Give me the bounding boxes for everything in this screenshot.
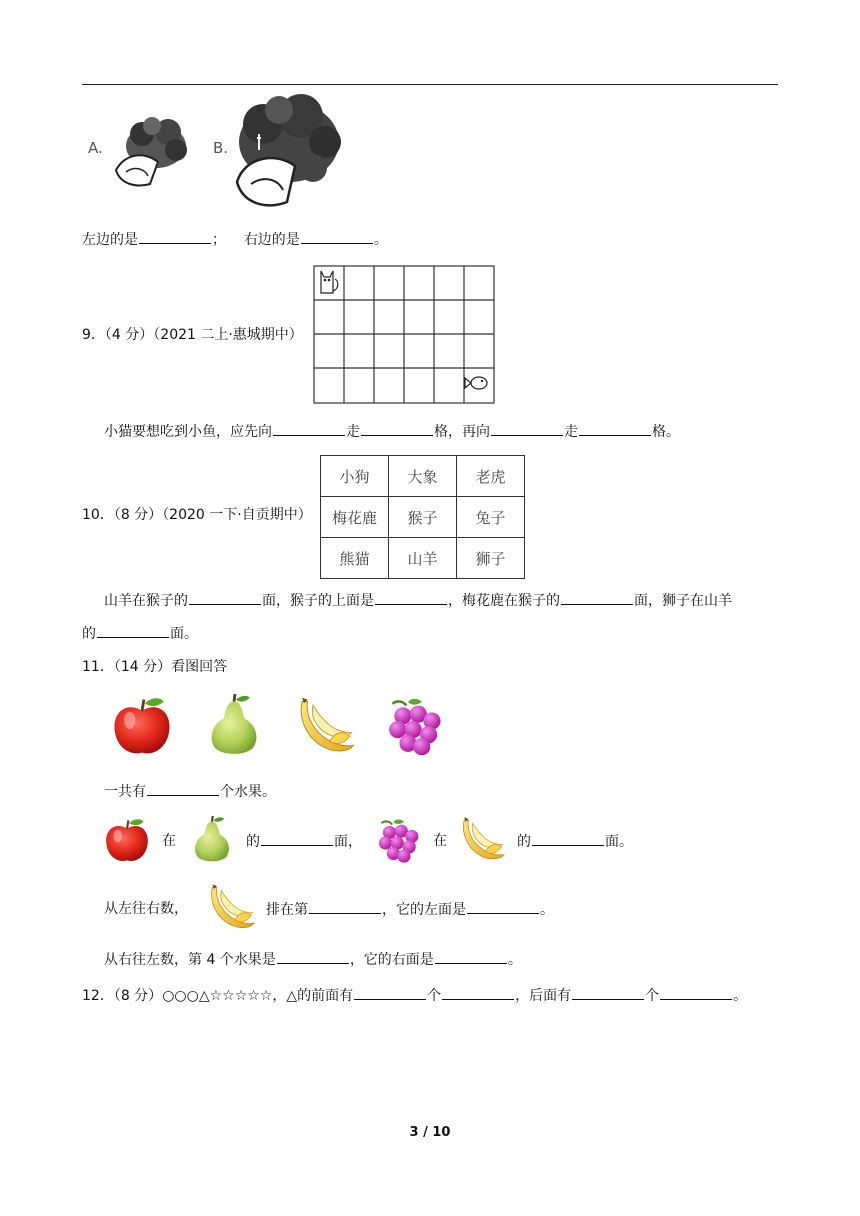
- banana-icon: [205, 883, 257, 935]
- table-cell: 大象: [389, 456, 457, 497]
- q10-text-4: 面，狮子在山羊: [634, 593, 732, 609]
- q9-answer-line: [104, 421, 680, 442]
- q11-heading: [82, 657, 227, 677]
- q9-blank-3[interactable]: [491, 421, 563, 436]
- q11-mian-1: 面，: [334, 834, 362, 850]
- q10-blank-3[interactable]: [561, 590, 633, 605]
- q11-title: 看图回答: [171, 659, 228, 675]
- table-cell: 梅花鹿: [321, 497, 389, 538]
- q12-ge-1: 个: [427, 988, 442, 1004]
- q11-de-2: 的: [517, 834, 531, 850]
- apple-icon: [108, 694, 176, 760]
- option-a-label: A.: [88, 139, 103, 157]
- q11-line3a: 从左往右数，: [104, 901, 188, 917]
- q12-number: 12．: [82, 988, 114, 1004]
- q11-line3-text-b: 排在第: [266, 902, 308, 918]
- q8-answer-line: [82, 229, 388, 250]
- table-row: [321, 497, 525, 538]
- q9-text-3: 格，再向: [434, 424, 490, 440]
- q11-line2b: [517, 831, 633, 852]
- q9-blank-1[interactable]: [273, 421, 345, 436]
- q9-blank-2[interactable]: [361, 421, 433, 436]
- q12-blank-4[interactable]: [660, 985, 732, 1000]
- q10-score: （8 分）: [113, 507, 163, 523]
- q8-right-blank[interactable]: [301, 229, 373, 244]
- table-cell: 老虎: [457, 456, 525, 497]
- page-number: 3 / 10: [409, 1125, 451, 1140]
- q10-blank-1[interactable]: [189, 590, 261, 605]
- q11-blank-apple-pear[interactable]: [261, 831, 333, 846]
- q10-text-3: ，梅花鹿在猴子的: [448, 593, 560, 609]
- q12-mid: ，后面有: [515, 988, 572, 1004]
- q8-right-label: 右边的是: [243, 232, 300, 248]
- q10-line-2: [82, 623, 198, 644]
- q9-number: 9．: [82, 327, 105, 343]
- q9-score: （4 分）: [104, 327, 154, 343]
- table-cell: 熊猫: [321, 538, 389, 579]
- q10-source: （2020 一下·自贡期中）: [162, 507, 312, 523]
- q9-text-2: 走: [346, 424, 360, 440]
- q11-blank-grapes-banana[interactable]: [532, 831, 604, 846]
- q10-text-6: 面。: [170, 626, 198, 642]
- q10-text-1: 山羊在猴子的: [104, 593, 188, 609]
- q11-line3-text-c: ，它的左面是: [382, 902, 466, 918]
- q10-line-1: [104, 590, 732, 611]
- q11-zai-2: 在: [433, 833, 447, 849]
- q11-line3-text-d: 。: [540, 902, 554, 918]
- q10-blank-4[interactable]: [97, 623, 169, 638]
- q11-score: （14 分）: [113, 659, 172, 675]
- q10-blank-2[interactable]: [375, 590, 447, 605]
- q11-de-1: 的: [246, 834, 260, 850]
- q11-line1-text-b: 个水果。: [220, 784, 276, 800]
- cat-icon: [321, 271, 338, 293]
- q12-blank-1[interactable]: [354, 985, 426, 1000]
- table-cell: 猴子: [389, 497, 457, 538]
- fish-icon: [465, 377, 487, 389]
- q12-end: 。: [733, 988, 748, 1004]
- table-cell: 山羊: [389, 538, 457, 579]
- q11-number: 11．: [82, 659, 114, 675]
- grapes-icon: [384, 696, 444, 758]
- grapes-icon: [375, 816, 421, 866]
- table-cell: 小狗: [321, 456, 389, 497]
- q12-blank-2[interactable]: [442, 985, 514, 1000]
- banana-icon: [292, 696, 358, 760]
- q11-line2a: [246, 831, 362, 852]
- q8-separator: ；: [212, 232, 226, 248]
- q8-left-blank[interactable]: [139, 229, 211, 244]
- q12-line: [82, 985, 747, 1006]
- q11-line1-text-a: 一共有: [104, 784, 146, 800]
- q11-line4-text-a: 从右往左数，第 4 个水果是: [104, 952, 276, 968]
- q11-zai-1: 在: [162, 833, 176, 849]
- table-cell: 狮子: [457, 538, 525, 579]
- q10-text-5: 的: [82, 626, 96, 642]
- q9-text-1: 小猫要想吃到小鱼，应先向: [104, 424, 272, 440]
- q12-score: （8 分）: [113, 988, 163, 1004]
- table-row: [321, 538, 525, 579]
- q11-blank-fourth[interactable]: [277, 949, 349, 964]
- cabbage-small-image: [106, 112, 188, 192]
- q10-number: 10．: [82, 507, 114, 523]
- banana-icon: [456, 816, 508, 866]
- q9-text-5: 格。: [652, 424, 680, 440]
- q11-blank-right-of[interactable]: [435, 949, 507, 964]
- pear-icon: [186, 816, 238, 866]
- table-row: [321, 456, 525, 497]
- q12-blank-3[interactable]: [572, 985, 644, 1000]
- q12-ge-2: 个: [645, 988, 660, 1004]
- q12-sequence: ○○○△☆☆☆☆☆，△的前面有: [162, 988, 354, 1004]
- apple-icon: [101, 816, 153, 866]
- q11-line-4: [104, 949, 522, 970]
- q11-blank-total[interactable]: [147, 781, 219, 796]
- cat-fish-grid: [313, 265, 496, 405]
- q9-source: （2021 二上·惠城期中）: [153, 327, 303, 343]
- q8-end: 。: [373, 232, 388, 248]
- q9-text-4: 走: [564, 424, 578, 440]
- pear-icon: [200, 694, 268, 760]
- q9-blank-4[interactable]: [579, 421, 651, 436]
- header-rule: [82, 84, 778, 85]
- q10-text-2: 面，猴子的上面是: [262, 593, 374, 609]
- q10-heading: [82, 505, 312, 525]
- cabbage-large-image: [229, 94, 341, 212]
- q11-line-1: [104, 781, 276, 802]
- table-cell: 兔子: [457, 497, 525, 538]
- q11-line3b: [266, 899, 554, 920]
- q11-blank-position[interactable]: [309, 899, 381, 914]
- q11-mian-2: 面。: [605, 834, 633, 850]
- q11-line4-text-b: ，它的右面是: [349, 952, 434, 968]
- option-b-label: B.: [213, 139, 229, 157]
- q9-heading: [82, 325, 303, 345]
- q11-blank-left-of[interactable]: [467, 899, 539, 914]
- q11-line4-text-c: 。: [507, 952, 522, 968]
- animal-table: [320, 455, 525, 579]
- q8-left-label: 左边的是: [82, 232, 138, 248]
